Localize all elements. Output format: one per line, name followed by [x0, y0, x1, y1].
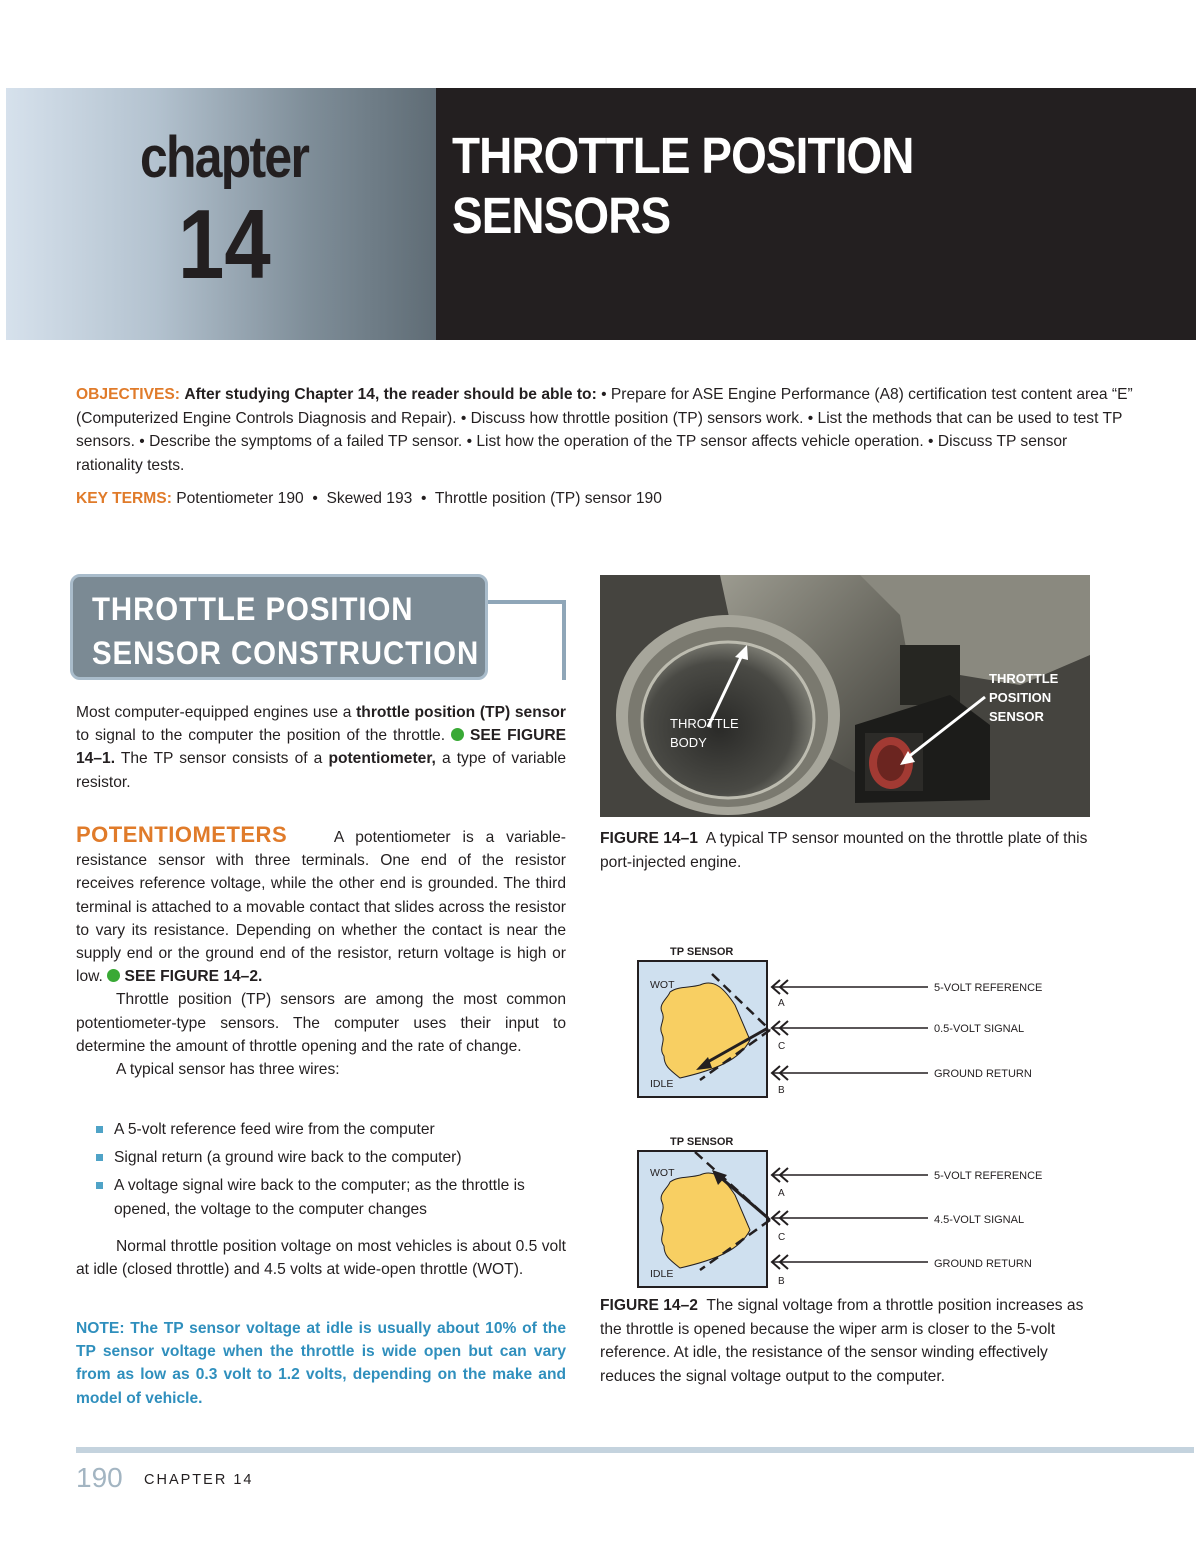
- banner-outline: [488, 600, 566, 680]
- terminal-c: C: [778, 1232, 786, 1243]
- label-tp-sensor-2: POSITION: [989, 690, 1052, 705]
- note-box: NOTE: The TP sensor voltage at idle is usually about 10% of the TP sensor voltage when the throttle is wide open but can vary from as low as 0.3 volt to 1.2 volts, depending on the make and model of vehicle.: [76, 1320, 566, 1407]
- chapter-title-line2: SENSORS: [452, 187, 671, 244]
- term-bold: throttle position (TP) sensor: [356, 704, 566, 721]
- figure-2-number: FIGURE 14–2: [600, 1297, 698, 1314]
- label-tp-sensor-3: SENSOR: [989, 709, 1044, 724]
- section-title-line1: THROTTLE POSITION: [92, 591, 414, 627]
- objective-item: Discuss how throttle position (TP) sensors work.: [470, 409, 804, 427]
- see-figure-ref: SEE FIGURE 14–2.: [124, 968, 263, 986]
- list-item: A voltage signal wire back to the computer; as the throttle is opened, the voltage to the computer changes: [76, 1174, 566, 1220]
- list-item: Signal return (a ground wire back to the computer): [76, 1146, 566, 1169]
- diagram-title: TP SENSOR: [670, 946, 734, 958]
- text-run: to signal to the computer the position of the throttle.: [76, 727, 451, 745]
- key-term: Potentiometer 190: [176, 490, 304, 507]
- label-reference: 5-VOLT REFERENCE: [934, 1170, 1043, 1182]
- objectives-lead: After studying Chapter 14, the reader should be able to:: [184, 386, 597, 403]
- paragraph: A typical sensor has three wires:: [116, 1061, 340, 1079]
- footer-chapter-label: CHAPTER 14: [144, 1472, 254, 1488]
- chapter-title: [452, 126, 1082, 246]
- label-throttle-body-2: BODY: [670, 735, 707, 750]
- paragraph: Throttle position (TP) sensors are among the most common potentiometer-type sensors. The computer uses their input to determine the amount of throttle opening and the rate of change.: [76, 991, 566, 1055]
- text-run: A potentiometer is a variable-resistance sensor with three terminals. One end of the resistor receives reference voltage, while the other end is grounded. The third terminal is attached to a movable contact that slides across the resistor to vary its resistance. Depending on whether the contact is near the supply end or the ground end of the resistor, return voltage is high or low.: [76, 829, 566, 986]
- chapter-word: chapter: [140, 125, 309, 190]
- objective-item: Prepare for ASE Engine Performance (A8) certification test content area “E” (Computerized Engine Controls Diagnosis and Repair).: [76, 386, 1133, 427]
- label-wot: WOT: [650, 979, 675, 991]
- objectives-label: OBJECTIVES:: [76, 386, 180, 403]
- section-title-line2: SENSOR CONSTRUCTION: [92, 635, 480, 671]
- term-bold: potentiometer,: [328, 750, 436, 768]
- label-tp-sensor-1: THROTTLE: [989, 671, 1059, 686]
- label-signal: 4.5-VOLT SIGNAL: [934, 1214, 1025, 1226]
- terminal-c: C: [778, 1041, 786, 1052]
- see-figure-ref: SEE FIGURE 14–1.: [76, 727, 566, 768]
- label-idle: IDLE: [650, 1078, 674, 1090]
- figure-1-number: FIGURE 14–1: [600, 830, 698, 847]
- label-reference: 5-VOLT REFERENCE: [934, 982, 1043, 994]
- label-ground: GROUND RETURN: [934, 1068, 1032, 1080]
- terminal-a: A: [778, 998, 785, 1009]
- diagram-title: TP SENSOR: [670, 1136, 734, 1148]
- figure-1-text: A typical TP sensor mounted on the throttle plate of this port-injected engine.: [600, 830, 1088, 871]
- paragraph-intro: [76, 701, 566, 794]
- figure-2-caption: [600, 1294, 1092, 1388]
- key-terms: KEY TERMS: Potentiometer 190 • Skewed 193 • Throttle position (TP) sensor 190: [76, 490, 662, 507]
- subheading-potentiometers: POTENTIOMETERS: [76, 822, 288, 847]
- key-terms-label: KEY TERMS:: [76, 490, 172, 507]
- throttle-body-illustration: [600, 575, 1090, 817]
- text-run: The TP sensor consists of a: [115, 750, 329, 768]
- figure-1-caption: [600, 827, 1092, 874]
- objectives: OBJECTIVES: After studying Chapter 14, the reader should be able to: • Prepare for ASE Engine Performance (A8) certification test content area “E” (Computerized Engine Controls Diagnosis and Repair). • Discuss how throttle position (TP) sensors work. • List the methods that can be used to test TP sensors. • Describe the symptoms of a failed TP sensor. • List how the operation of the TP sensor affects vehicle operation. • Discuss TP sensor rationality tests.: [76, 386, 1133, 474]
- section-title: [92, 587, 479, 675]
- label-signal: 0.5-VOLT SIGNAL: [934, 1023, 1025, 1035]
- key-term: Throttle position (TP) sensor 190: [434, 490, 662, 507]
- label-throttle-body-1: THROTTLE: [670, 716, 739, 731]
- page-number: 190: [76, 1462, 123, 1493]
- list-item: A 5-volt reference feed wire from the computer: [76, 1118, 566, 1141]
- figure-2-text: The signal voltage from a throttle position increases as the throttle is opened because the wiper arm is closer to the 5-volt reference. At idle, the resistance of the sensor winding effectively reduces the signal voltage output to the computer.: [600, 1297, 1084, 1385]
- paragraph-potentiometers: [76, 823, 566, 1081]
- see-figure-bullet-icon: [107, 969, 120, 982]
- terminal-b: B: [778, 1085, 785, 1096]
- objective-item: List the methods that can be used to test TP sensors.: [76, 409, 1123, 450]
- terminal-a: A: [778, 1188, 785, 1199]
- wire-list: [76, 1118, 566, 1221]
- footer-rule: [76, 1447, 1194, 1453]
- text-run: Most computer-equipped engines use a: [76, 704, 357, 721]
- label-idle: IDLE: [650, 1268, 674, 1280]
- chapter-number: 14: [178, 189, 271, 299]
- objective-item: Describe the symptoms of a failed TP sensor.: [149, 433, 463, 450]
- terminal-b: B: [778, 1276, 785, 1287]
- key-term: Skewed 193: [326, 490, 413, 507]
- paragraph-normal-voltage: Normal throttle position voltage on most vehicles is about 0.5 volt at idle (closed throttle) and 4.5 volts at wide-open throttle (WOT).: [76, 1238, 566, 1279]
- tp-sensor-diagram-idle: [600, 940, 1070, 1100]
- see-figure-bullet-icon: [451, 728, 464, 741]
- label-wot: WOT: [650, 1167, 675, 1179]
- objective-item: List how the operation of the TP sensor affects vehicle operation.: [476, 433, 924, 450]
- tp-sensor-diagram-wot: [600, 1130, 1070, 1290]
- chapter-title-line1: THROTTLE POSITION: [452, 127, 914, 184]
- throttle-body-photo: [600, 575, 1090, 817]
- text-run: a type of variable resistor.: [76, 750, 566, 791]
- objective-item: Discuss TP sensor rationality tests.: [76, 433, 1068, 474]
- label-ground: GROUND RETURN: [934, 1258, 1032, 1270]
